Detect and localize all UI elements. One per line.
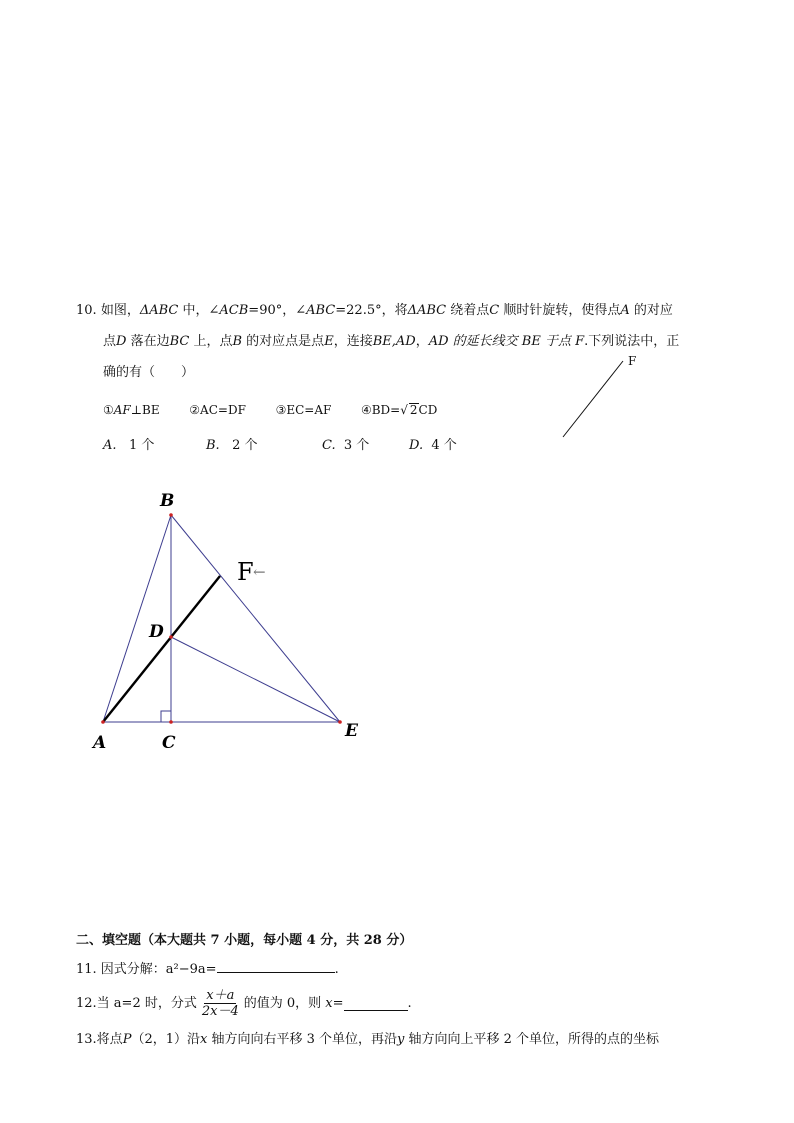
vertex-c-dot: [169, 720, 173, 724]
q10-math: ΔABC: [139, 303, 179, 318]
q10-math: C: [489, 303, 500, 318]
q10-text: .下列说法中，正: [584, 334, 680, 349]
option-4-text: ④BD=: [360, 403, 401, 417]
q12-fraction: [200, 988, 241, 1019]
q10-text: 点: [103, 334, 117, 349]
label-a: A: [93, 733, 107, 753]
q13-text: （2，1）沿: [131, 1032, 200, 1047]
segment-de: [171, 637, 340, 722]
q12-eq: =: [332, 995, 344, 1011]
q10-math: B: [232, 334, 243, 349]
right-angle-mark: [161, 711, 171, 722]
q12-numerator: x＋a: [206, 988, 235, 1003]
segment-ab: [103, 515, 171, 722]
choice-b-text: 2 个: [232, 438, 258, 453]
q10-line-3: 确的有（ ）: [103, 365, 195, 380]
choice-a-letter: A.: [103, 438, 117, 453]
q13-text: 13.将点: [76, 1032, 123, 1047]
q10-math: ∠ABC: [295, 303, 336, 318]
q13-math: y: [397, 1032, 405, 1047]
stray-label-f: F: [628, 354, 637, 368]
choice-b-letter: B.: [206, 438, 220, 453]
label-d: D: [149, 622, 164, 642]
option-1-math: AF: [113, 403, 131, 417]
q12: [76, 988, 412, 1019]
q13-text: 轴方向向上平移 2 个单位，所得的点的坐标: [404, 1032, 660, 1047]
vertex-d-dot: [169, 635, 173, 639]
q10-text: 上，点: [189, 334, 233, 349]
vertex-a-dot: [101, 720, 105, 724]
q10-text: =90°，: [248, 303, 296, 318]
q11-end: .: [334, 962, 339, 977]
q13-math: P: [122, 1032, 132, 1047]
choice-c-text: 3 个: [343, 438, 370, 453]
option-2: ②AC=DF: [189, 403, 246, 417]
vertex-e-dot: [338, 720, 342, 724]
q12-blank: [344, 997, 408, 1011]
q10-text: 绕着点: [446, 303, 490, 318]
choice-d-letter: D.: [409, 438, 424, 453]
q10-math: A: [620, 303, 630, 318]
option-4-end: CD: [418, 403, 438, 417]
q12-text: 12.当 a=2 时，分式: [76, 995, 197, 1011]
q12-text-2: 的值为 0，则: [243, 995, 322, 1011]
q10-math: BC: [169, 334, 190, 349]
label-b: B: [160, 491, 175, 511]
choice-a-text: 1 个: [128, 438, 155, 453]
choice-c-letter: C.: [322, 438, 336, 453]
option-1-text: ⊥BE: [130, 403, 160, 417]
q10-text: 如图，: [100, 303, 140, 318]
label-f: F: [237, 558, 254, 586]
q10-number: 10.: [76, 303, 97, 318]
q12-end: .: [407, 995, 412, 1011]
q10-math: ∠ACB: [208, 303, 249, 318]
q10-text: 顺时针旋转，使得点: [499, 303, 621, 318]
q12-var: x: [325, 995, 333, 1011]
q11: [76, 959, 339, 979]
q10-text: 的对应点是点: [242, 334, 325, 349]
q10-text: 的对应: [629, 303, 673, 318]
segment-af: [103, 576, 220, 722]
q10-math: BE,AD: [372, 334, 416, 349]
choice-d-text: 4 个: [431, 438, 457, 453]
option-3: ③EC=AF: [275, 403, 332, 417]
q13-math: x: [199, 1032, 208, 1047]
label-e: E: [345, 721, 358, 741]
q13: [76, 1031, 659, 1049]
sqrt-sign: √: [400, 403, 408, 417]
q10-text: 落在边: [126, 334, 170, 349]
option-1-marker: ①: [103, 403, 114, 417]
q13-text: 轴方向向右平移 3 个单位，再沿: [207, 1032, 397, 1047]
label-c: C: [162, 733, 176, 753]
q10-math: D: [116, 334, 127, 349]
sqrt-radicand: 2: [409, 403, 418, 417]
q10-text: ，连接: [333, 334, 373, 349]
arrow-icon: ←: [253, 563, 266, 581]
q11-text: 11. 因式分解：a²−9a=: [76, 962, 217, 977]
q10-text: ，: [415, 334, 429, 349]
q10-math: ΔABC: [407, 303, 447, 318]
q10-math: E: [324, 334, 334, 349]
q10-text: 中，: [178, 303, 209, 318]
q11-blank: [217, 959, 335, 973]
section-title: 二、填空题（本大题共 7 小题，每小题 4 分，共 28 分）: [76, 933, 413, 948]
segment-be: [171, 515, 340, 722]
vertex-b-dot: [169, 513, 173, 517]
q10-math: AD 的延长线交 BE 于点 F: [428, 334, 585, 349]
q12-denominator: 2x－4: [201, 1004, 239, 1019]
q10-text: =22.5°，将: [335, 303, 408, 318]
